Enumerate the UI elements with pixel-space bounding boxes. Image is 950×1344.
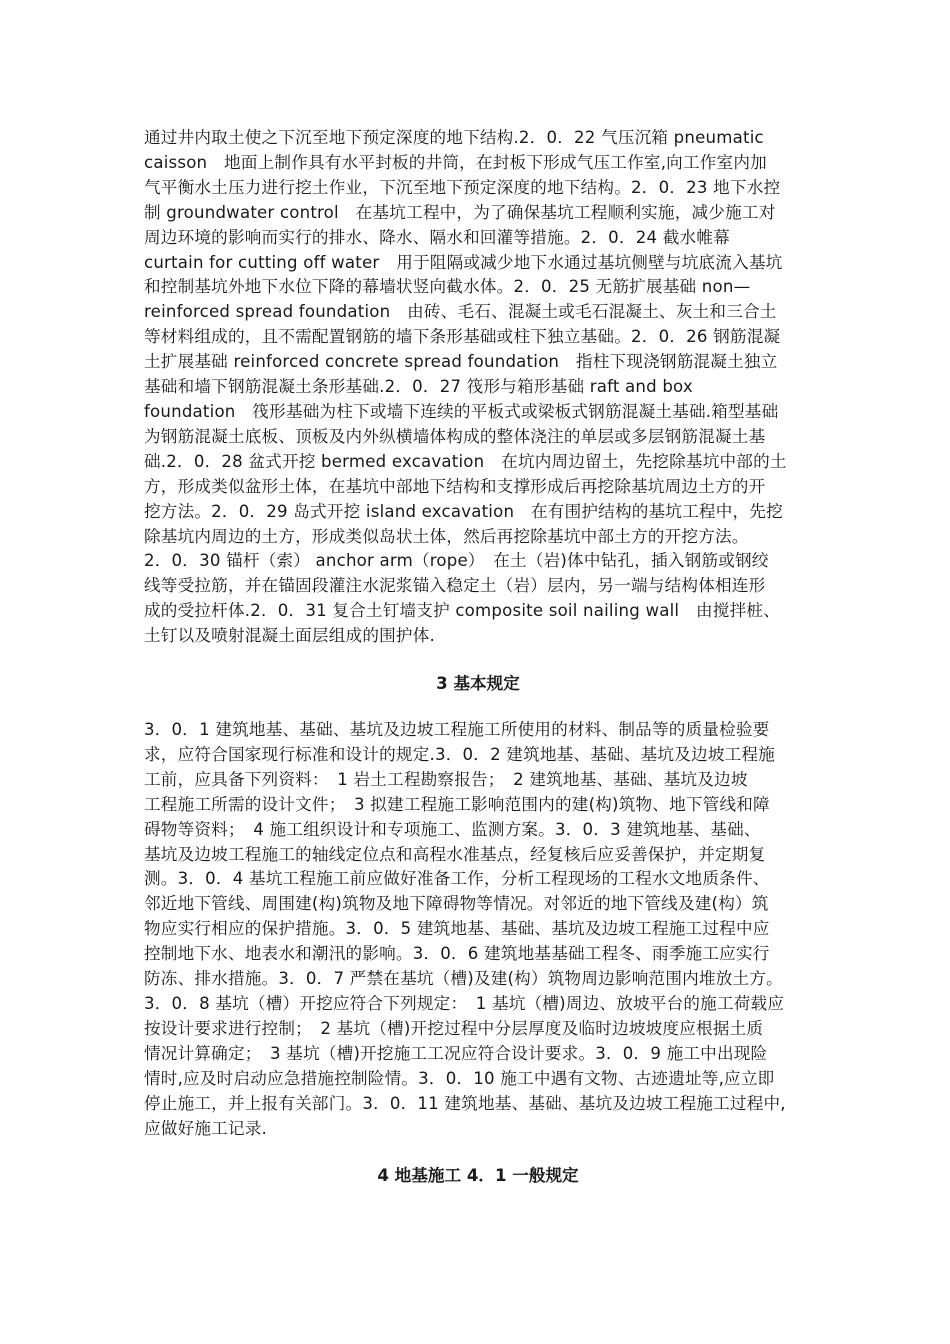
text-line: curtain for cutting off water 用于阻隔或减少地下水通过基坑侧壁与坑底流入基坑 [144, 252, 783, 272]
text-line: 周边环境的影响而实行的排水、降水、隔水和回灌等措施。2．0．24 截水帷幕 [144, 227, 730, 247]
text-line: 方，形成类似盆形土体，在基坑中部地下结构和支撑形成后再挖除基坑周边土方的开 [144, 476, 766, 496]
text-line: 通过井内取土使之下沉至地下预定深度的地下结构.2．0．22 气压沉箱 pneumatic [144, 128, 764, 147]
text-line: 基础和墙下钢筋混凝土条形基础.2．0．27 筏形与箱形基础 raft and box [144, 377, 693, 397]
paragraph-definitions [144, 126, 812, 649]
text-line: 防冻、排水措施。3．0．7 严禁在基坑（槽)及建(构）筑物周边影响范围内堆放土方。 [144, 969, 783, 989]
text-line: 应做好施工记录. [144, 1118, 268, 1138]
text-line: 气平衡水土压力进行挖土作业，下沉至地下预定深度的地下结构。2．0．23 地下水控 [144, 177, 781, 197]
text-line: 求，应符合国家现行标准和设计的规定.3．0．2 建筑地基、基础、基坑及边坡工程施 [144, 744, 776, 764]
text-line: 础.2．0．28 盆式开挖 bermed excavation 在坑内周边留土，先挖除基坑中部的土 [144, 451, 787, 471]
text-line: caisson 地面上制作具有水平封板的井筒，在封板下形成气压工作室,向工作室内加 [144, 152, 767, 172]
text-line: 3．0．1 建筑地基、基础、基坑及边坡工程施工所使用的材料、制品等的质量检验要 [144, 720, 770, 739]
text-line: 为钢筋混凝土底板、顶板及内外纵横墙体构成的整体浇注的单层或多层钢筋混凝土基 [144, 426, 766, 446]
text-line: 制 groundwater control 在基坑工程中，为了确保基坑工程顺利实施，减少施工对 [144, 202, 776, 222]
text-line: 基坑及边坡工程施工的轴线定位点和高程水准基点，经复核后应妥善保护，并定期复 [144, 844, 766, 864]
text-line: 测。3．0．4 基坑工程施工前应做好准备工作，分析工程现场的工程水文地质条件、 [144, 869, 770, 889]
text-line: 按设计要求进行控制； 2 基坑（槽)开挖过程中分层厚度及临时边坡坡度应根据土质 [144, 1018, 764, 1038]
text-line: 情况计算确定； 3 基坑（槽)开挖施工工况应符合设计要求。3．0．9 施工中出现险 [144, 1043, 768, 1063]
text-line: 挖方法。2．0．29 岛式开挖 island excavation 在有围护结构的基坑工程中，先挖 [144, 501, 783, 521]
text-line: 线等受拉筋，并在锚固段灌注水泥浆锚入稳定土（岩）层内，另一端与结构体相连形 [144, 576, 766, 596]
text-line: 土钉以及喷射混凝土面层组成的围护体. [144, 626, 435, 646]
section-heading-foundation: 4 地基施工 4．1 一般规定 [377, 1166, 579, 1185]
text-line: 除基坑内周边的土方，形成类似岛状土体，然后再挖除基坑中部土方的开挖方法。 [144, 526, 749, 546]
text-line: 等材料组成的，且不需配置钢筋的墙下条形基础或柱下独立基础。2．0．26 钢筋混凝 [144, 327, 781, 347]
text-line: 情时,应及时启动应急措施控制险情。3．0．10 施工中遇有文物、古迹遗址等,应立即 [144, 1068, 775, 1088]
text-line: foundation 筏形基础为柱下或墙下连续的平板式或梁板式钢筋混凝土基础.箱型基础 [144, 401, 779, 421]
paragraph-basic-rules [144, 718, 812, 1141]
text-line: 控制地下水、地表水和潮汛的影响。3．0．6 建筑地基基础工程冬、雨季施工应实行 [144, 944, 770, 964]
text-line: reinforced spread foundation 由砖、毛石、混凝土或毛石混凝土、灰土和三合土 [144, 302, 777, 322]
text-line: 碍物等资料； 4 施工组织设计和专项施工、监测方案。3．0．3 建筑地基、基础、 [144, 819, 761, 839]
text-line: 成的受拉杆体.2．0．31 复合土钉墙支护 composite soil nailing wall 由搅拌桩、 [144, 601, 780, 621]
text-line: 3．0．8 基坑（槽）开挖应符合下列规定： 1 基坑（槽)周边、放坡平台的施工荷载应 [144, 993, 785, 1013]
text-line: 和控制基坑外地下水位下降的幕墙状竖向截水体。2．0．25 无筋扩展基础 non— [144, 277, 751, 297]
text-line: 工前，应具备下列资料： 1 岩土工程勘察报告； 2 建筑地基、基础、基坑及边坡 [144, 769, 748, 789]
text-line: 土扩展基础 reinforced concrete spread foundation 指柱下现浇钢筋混凝土独立 [144, 352, 778, 372]
text-line: 2．0．30 锚杆（索） anchor arm（rope） 在土（岩)体中钻孔，插入钢筋或钢绞 [144, 551, 769, 571]
text-line: 物应实行相应的保护措施。3．0．5 建筑地基、基础、基坑及边坡工程施工过程中应 [144, 919, 770, 939]
text-line: 邻近地下管线、周围建(构)筑物及地下障碍物等情况。对邻近的地下管线及建(构）筑 [144, 894, 769, 914]
text-line: 停止施工，并上报有关部门。3．0．11 建筑地基、基础、基坑及边坡工程施工过程中, [144, 1093, 786, 1113]
section-heading-basic-rules: 3 基本规定 [436, 674, 520, 693]
text-line: 工程施工所需的设计文件； 3 拟建工程施工影响范围内的建(构)筑物、地下管线和障 [144, 794, 770, 814]
